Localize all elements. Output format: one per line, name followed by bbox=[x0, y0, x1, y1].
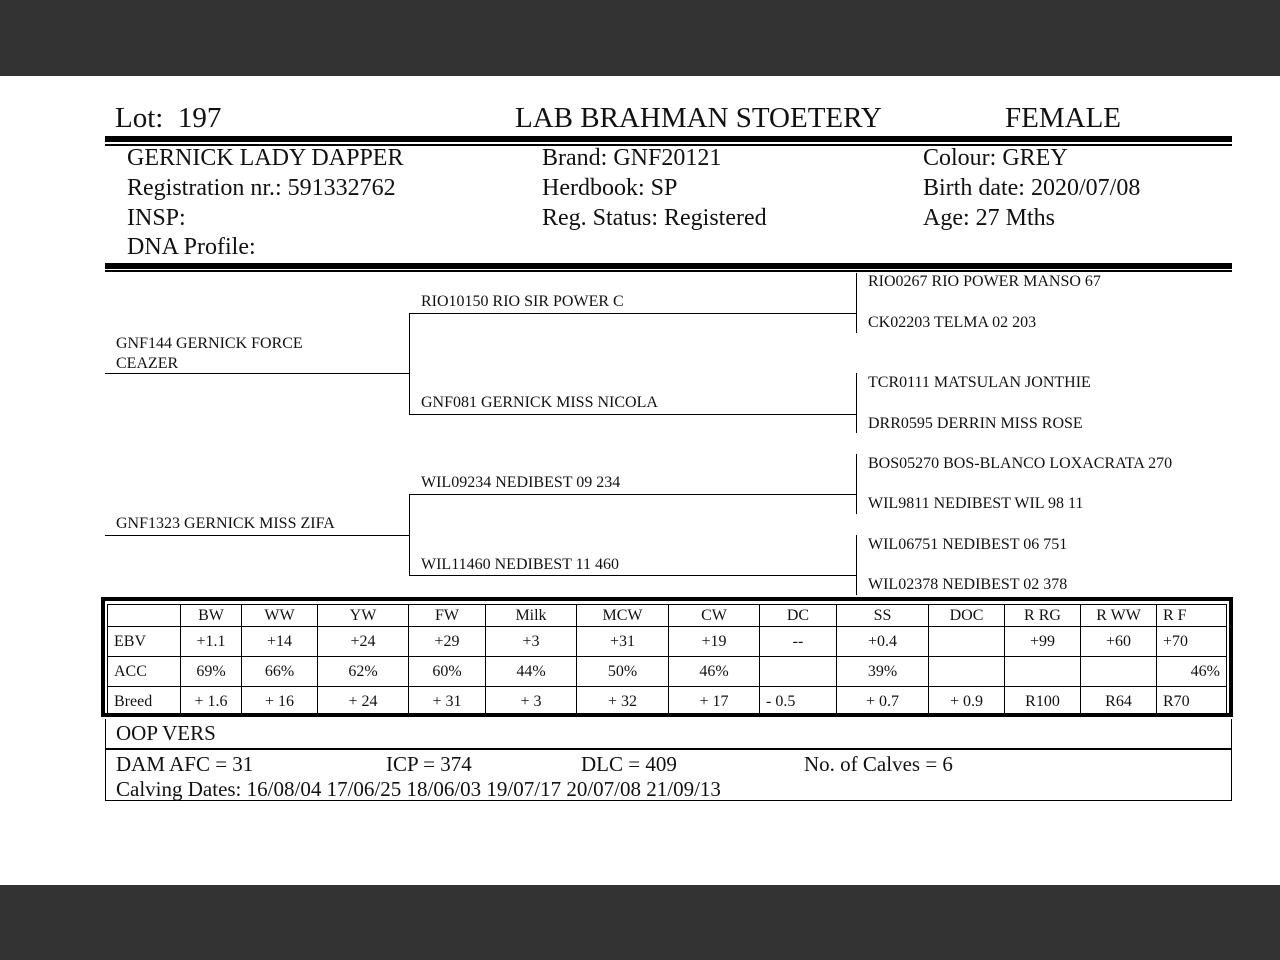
ebv-table bbox=[107, 604, 1227, 717]
oop-box bbox=[105, 719, 1232, 749]
row-label: EBV bbox=[108, 627, 181, 657]
registration-number: Registration nr.: 591332762 bbox=[127, 175, 396, 201]
dam-info-box bbox=[105, 749, 1232, 801]
table-cell: + 31 bbox=[409, 687, 486, 717]
table-cell: 60% bbox=[409, 657, 486, 687]
table-cell: 46% bbox=[1157, 657, 1227, 687]
icp-value: ICP = 374 bbox=[386, 752, 472, 776]
sex-label: FEMALE bbox=[1005, 102, 1121, 134]
table-cell bbox=[929, 657, 1005, 687]
ggp-4: DRR0595 DERRIN MISS ROSE bbox=[868, 415, 1083, 432]
col-header: R F bbox=[1157, 605, 1227, 627]
dam-sire-line bbox=[409, 494, 856, 495]
table-cell: + 0.7 bbox=[837, 687, 929, 717]
table-cell: 50% bbox=[577, 657, 669, 687]
table-cell: 46% bbox=[669, 657, 760, 687]
col-header: DC bbox=[760, 605, 837, 627]
table-cell: +19 bbox=[669, 627, 760, 657]
col-header: CW bbox=[669, 605, 760, 627]
dam-dam-line bbox=[409, 575, 856, 576]
table-cell: +1.1 bbox=[181, 627, 242, 657]
table-cell: - 0.5 bbox=[760, 687, 837, 717]
oop-label: OOP VERS bbox=[116, 721, 216, 745]
dam-sire-name: WIL09234 NEDIBEST 09 234 bbox=[421, 474, 621, 491]
header-rule-thick bbox=[105, 136, 1232, 142]
row-label: ACC bbox=[108, 657, 181, 687]
table-cell bbox=[929, 627, 1005, 657]
sire-dam-line bbox=[409, 414, 856, 415]
ggp-6: WIL9811 NEDIBEST WIL 98 11 bbox=[868, 495, 1084, 512]
insp-label: INSP: bbox=[127, 205, 186, 231]
ggp-bracket-2 bbox=[856, 373, 857, 433]
col-header: SS bbox=[837, 605, 929, 627]
table-cell: + 16 bbox=[242, 687, 318, 717]
table-cell: R100 bbox=[1005, 687, 1081, 717]
col-header: BW bbox=[181, 605, 242, 627]
dlc-value: DLC = 409 bbox=[581, 752, 677, 776]
table-cell: +60 bbox=[1081, 627, 1157, 657]
table-cell bbox=[760, 657, 837, 687]
table-cell: +14 bbox=[242, 627, 318, 657]
brand-field: Brand: GNF20121 bbox=[542, 145, 722, 171]
table-cell: 62% bbox=[318, 657, 409, 687]
table-cell: 39% bbox=[837, 657, 929, 687]
breeder-name: LAB BRAHMAN STOETERY bbox=[515, 102, 882, 134]
top-letterbox-bar bbox=[0, 0, 1280, 76]
calves-count: No. of Calves = 6 bbox=[804, 752, 953, 776]
table-cell: +99 bbox=[1005, 627, 1081, 657]
ggp-3: TCR0111 MATSULAN JONTHIE bbox=[868, 374, 1091, 391]
col-header: YW bbox=[318, 605, 409, 627]
col-header: Milk bbox=[486, 605, 577, 627]
sire-sire-line bbox=[409, 313, 856, 314]
col-header: WW bbox=[242, 605, 318, 627]
table-cell: 44% bbox=[486, 657, 577, 687]
table-cell: R70 bbox=[1157, 687, 1227, 717]
info-rule-thin bbox=[105, 270, 1232, 272]
table-cell: +24 bbox=[318, 627, 409, 657]
ggp-7: WIL06751 NEDIBEST 06 751 bbox=[868, 536, 1068, 553]
animal-name: GERNICK LADY DAPPER bbox=[127, 145, 404, 171]
table-cell: + 24 bbox=[318, 687, 409, 717]
ggp-8: WIL02378 NEDIBEST 02 378 bbox=[868, 576, 1068, 593]
sire-name: GNF144 GERNICK FORCE CEAZER bbox=[116, 335, 303, 372]
ggp-1: RIO0267 RIO POWER MANSO 67 bbox=[868, 273, 1101, 290]
table-cell bbox=[1005, 657, 1081, 687]
ggp-bracket-3 bbox=[856, 454, 857, 514]
table-cell: +3 bbox=[486, 627, 577, 657]
table-cell: +70 bbox=[1157, 627, 1227, 657]
table-cell bbox=[1081, 657, 1157, 687]
sire-bracket bbox=[409, 313, 410, 415]
bottom-letterbox-bar bbox=[0, 885, 1280, 960]
info-rule-thick bbox=[105, 263, 1232, 269]
dam-bracket bbox=[409, 495, 410, 576]
row-label: Breed bbox=[108, 687, 181, 717]
lot-number: 197 bbox=[177, 102, 222, 134]
sire-sire-name: RIO10150 RIO SIR POWER C bbox=[421, 293, 624, 310]
ggp-bracket-4 bbox=[856, 535, 857, 595]
ggp-bracket-1 bbox=[856, 273, 857, 333]
col-header: R WW bbox=[1081, 605, 1157, 627]
col-header: DOC bbox=[929, 605, 1005, 627]
ggp-5: BOS05270 BOS-BLANCO LOXACRATA 270 bbox=[868, 455, 1173, 472]
acc-row bbox=[108, 657, 1227, 687]
table-cell: +29 bbox=[409, 627, 486, 657]
sire-line bbox=[105, 373, 409, 374]
birth-date-field: Birth date: 2020/07/08 bbox=[923, 175, 1141, 201]
table-cell: +0.4 bbox=[837, 627, 929, 657]
table-cell: +31 bbox=[577, 627, 669, 657]
catalogue-page bbox=[0, 76, 1280, 885]
ebv-row bbox=[108, 627, 1227, 657]
table-cell: R64 bbox=[1081, 687, 1157, 717]
dam-line bbox=[105, 535, 409, 536]
age-field: Age: 27 Mths bbox=[923, 205, 1055, 231]
sire-dam-name: GNF081 GERNICK MISS NICOLA bbox=[421, 394, 658, 411]
reg-status-field: Reg. Status: Registered bbox=[542, 205, 767, 231]
table-cell: + 3 bbox=[486, 687, 577, 717]
dam-name: GNF1323 GERNICK MISS ZIFA bbox=[116, 515, 335, 532]
table-cell: + 17 bbox=[669, 687, 760, 717]
dna-profile-label: DNA Profile: bbox=[127, 234, 256, 260]
dam-afc: DAM AFC = 31 bbox=[116, 752, 254, 776]
table-cell: + 32 bbox=[577, 687, 669, 717]
table-cell: 69% bbox=[181, 657, 242, 687]
ebv-header-row bbox=[108, 605, 1227, 627]
dam-dam-name: WIL11460 NEDIBEST 11 460 bbox=[421, 556, 620, 573]
col-header: FW bbox=[409, 605, 486, 627]
table-cell: + 1.6 bbox=[181, 687, 242, 717]
table-cell: + 0.9 bbox=[929, 687, 1005, 717]
calving-dates: Calving Dates: 16/08/04 17/06/25 18/06/03 19/07/17 20/07/08 21/09/13 bbox=[116, 777, 721, 801]
ggp-2: CK02203 TELMA 02 203 bbox=[868, 314, 1037, 331]
col-header: MCW bbox=[577, 605, 669, 627]
table-cell: 66% bbox=[242, 657, 318, 687]
colour-field: Colour: GREY bbox=[923, 145, 1068, 171]
lot-label: Lot: 197 bbox=[115, 102, 222, 134]
col-header: R RG bbox=[1005, 605, 1081, 627]
table-cell: -- bbox=[760, 627, 837, 657]
breed-row bbox=[108, 687, 1227, 717]
herdbook-field: Herdbook: SP bbox=[542, 175, 678, 201]
col-header bbox=[108, 605, 181, 627]
